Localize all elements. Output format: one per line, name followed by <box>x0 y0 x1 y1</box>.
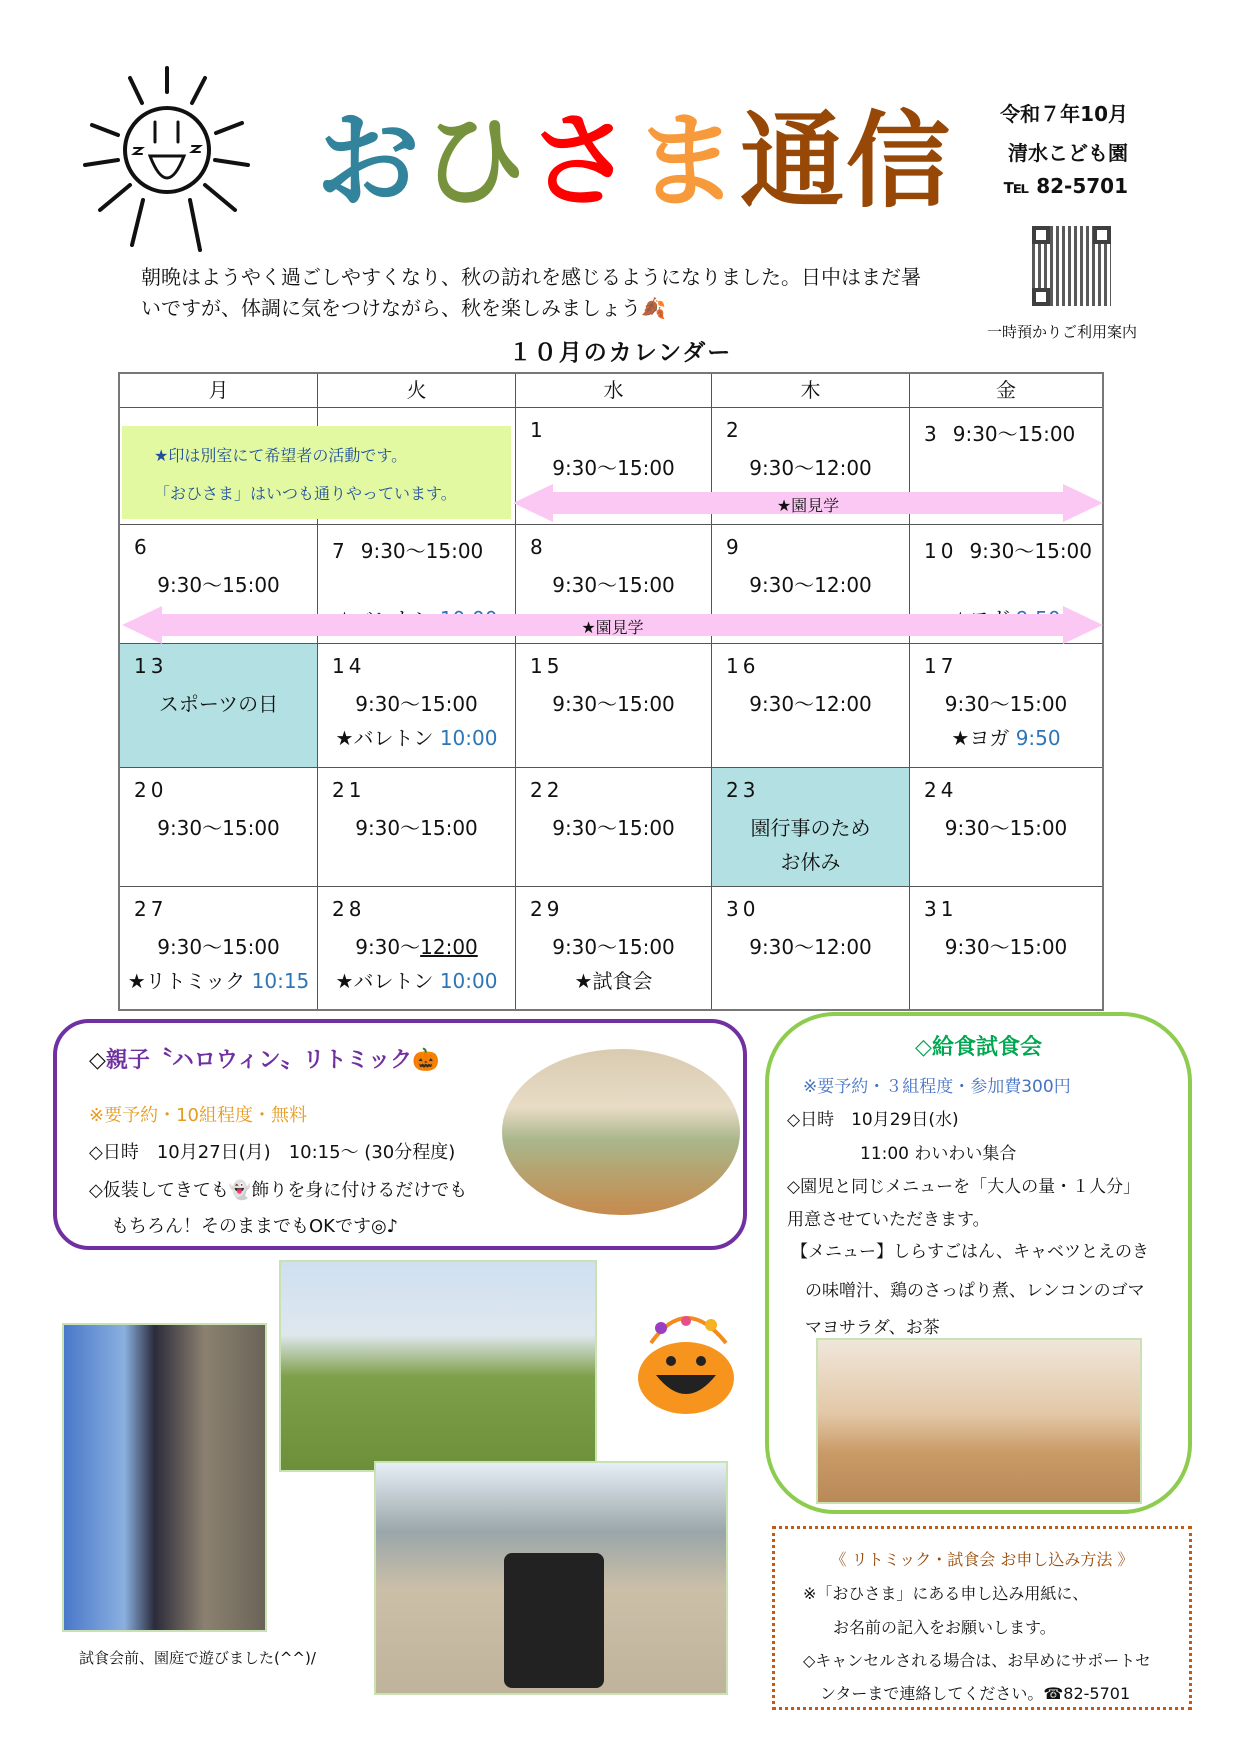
cell-line-label: 9:30〜12:00 <box>749 935 872 959</box>
day-number <box>924 778 957 802</box>
day-number <box>924 418 1075 447</box>
activity-time: 10:00 <box>439 969 498 993</box>
cell-line <box>318 965 515 994</box>
title-char: さ <box>528 100 635 222</box>
calendar-day-cell <box>909 887 1102 1009</box>
swing-photo <box>279 1260 597 1472</box>
day-number <box>134 535 151 559</box>
cell-line-label: ★リトミック <box>127 969 252 993</box>
calendar-day-cell <box>909 768 1102 886</box>
day-number <box>924 654 957 678</box>
cell-line <box>516 452 711 481</box>
halloween-title: ◇親子〝ハロウィン〟リトミック🎃 <box>89 1048 440 1073</box>
cell-line-label: 9:30〜15:00 <box>157 816 280 840</box>
day-number <box>924 535 1092 564</box>
cell-line-label: 9:30〜15:00 <box>552 456 675 480</box>
lunch-menu-2: の味噌汁、鶏のさっぱり煮、レンコンのゴマ <box>805 1281 1145 1301</box>
lunch-time: 11:00 わいわい集合 <box>860 1144 1017 1164</box>
sun-illustration <box>70 60 265 255</box>
day-number-text: 15 <box>530 654 564 678</box>
day-number <box>530 418 547 442</box>
day-number <box>530 535 547 559</box>
cell-line-label: 9:30〜12:00 <box>749 692 872 716</box>
day-number-text: 6 <box>134 535 151 559</box>
tour-arrow-week2 <box>122 606 1103 644</box>
intro-line-1: 朝晩はようやく過ごしやすくなり、秋の訪れを感じるようになりました。日中はまだ暑 <box>141 265 921 289</box>
day-number <box>332 778 365 802</box>
day-number-text: 7 <box>332 539 349 563</box>
cell-line <box>318 812 515 841</box>
newsletter-title <box>316 100 953 222</box>
cell-line <box>712 931 909 960</box>
cell-line-label: ★試食会 <box>574 969 653 993</box>
climbing-wall-photo <box>62 1323 267 1632</box>
cell-line <box>712 569 909 598</box>
howto-line-1: ※「おひさま」にある申し込み用紙に、 <box>803 1584 1089 1603</box>
cell-line <box>516 931 711 960</box>
cell-line-label: 園行事のため <box>750 816 871 840</box>
lunch-menu-3: マヨサラダ、お茶 <box>805 1318 940 1338</box>
cell-line-label: 9:30〜15:00 <box>157 573 280 597</box>
cell-line <box>910 931 1102 960</box>
day-number <box>530 897 563 921</box>
stroller-photo <box>374 1461 728 1695</box>
photo-caption: 試食会前、園庭で遊びました(^^)/ <box>79 1649 316 1667</box>
application-method-box <box>772 1526 1192 1710</box>
qr-caption: 一時預かりご利用案内 <box>987 323 1138 341</box>
halloween-note-1: ◇仮装してきても👻飾りを身に付けるだけでも <box>89 1180 468 1201</box>
cell-line-label: 9:30〜15:00 <box>552 816 675 840</box>
day-number-text: 21 <box>332 778 366 802</box>
hours-text: 9:30〜15:00 <box>952 422 1076 446</box>
cell-line <box>712 688 909 717</box>
hours-text: 9:30〜15:00 <box>969 539 1093 563</box>
day-number <box>134 897 167 921</box>
cell-line-label: 9:30〜12:00 <box>749 573 872 597</box>
day-number-text: 16 <box>726 654 760 678</box>
day-number <box>332 535 483 564</box>
day-number <box>530 654 563 678</box>
day-number <box>726 897 759 921</box>
howto-title: 《 リトミック・試食会 お申し込み方法 》 <box>830 1550 1134 1569</box>
day-number-text: 20 <box>134 778 168 802</box>
tour-label: ★園見学 <box>776 496 840 515</box>
calendar-day-cell <box>317 887 515 1009</box>
howto-line-3: ◇キャンセルされる場合は、お早めにサポートセ <box>803 1651 1151 1670</box>
weekday-header-row <box>120 374 1102 407</box>
calendar-day-cell <box>909 644 1102 767</box>
title-char: お <box>316 100 423 222</box>
calendar-week-row <box>120 643 1102 767</box>
day-number-text: 2 <box>726 418 743 442</box>
cell-line-label: 9:30〜15:00 <box>944 692 1068 716</box>
calendar-day-cell <box>515 887 711 1009</box>
phone-number: ℡ 82-5701 <box>1003 174 1128 198</box>
cell-line <box>120 688 317 717</box>
calendar-week-row <box>120 767 1102 886</box>
day-number <box>134 654 167 678</box>
day-number <box>530 778 563 802</box>
day-number <box>924 897 957 921</box>
day-number <box>332 654 365 678</box>
cell-line <box>712 452 909 481</box>
day-number <box>726 535 743 559</box>
cell-line <box>120 931 317 960</box>
pumpkin-candy-icon <box>626 1303 745 1416</box>
day-number <box>726 418 743 442</box>
calendar-day-cell <box>711 768 909 886</box>
cell-line <box>318 931 515 960</box>
cell-line <box>120 965 317 994</box>
title-char: ま <box>634 100 741 222</box>
cell-line <box>120 812 317 841</box>
weekday-header: 金 <box>909 374 1102 407</box>
halloween-datetime: ◇日時 10月27日(月) 10:15～ (30分程度) <box>89 1142 456 1163</box>
howto-line-4: ンターまで連絡してください。☎82-5701 <box>820 1684 1131 1703</box>
cell-line-label: 9:30〜12:00 <box>749 456 872 480</box>
cell-line-label: 9:30〜15:00 <box>944 935 1068 959</box>
cell-line-label: 9:30〜15:00 <box>552 573 675 597</box>
hours-text: 9:30〜15:00 <box>360 539 484 563</box>
day-number-text: 9 <box>726 535 743 559</box>
day-number-text: 31 <box>924 897 958 921</box>
cell-line-label: お休み <box>780 850 841 874</box>
day-number <box>726 654 759 678</box>
title-char: ひ <box>422 100 529 222</box>
lunch-title: ◇給食試食会 <box>915 1035 1042 1060</box>
calendar-day-cell <box>317 768 515 886</box>
calendar-note <box>122 426 511 519</box>
day-number-text: 29 <box>530 897 564 921</box>
weekday-header: 月 <box>208 378 229 402</box>
day-number-text: 10 <box>924 539 958 563</box>
note-line-2: 「おひさま」はいつも通りやっています。 <box>154 484 457 503</box>
organization-name: 清水こども園 <box>1008 141 1128 165</box>
day-number-text: 28 <box>332 897 366 921</box>
calendar-day-cell <box>711 887 909 1009</box>
tour-arrow-week1 <box>513 484 1103 522</box>
calendar-week-row <box>120 886 1102 1009</box>
issue-date: 令和７年10月 <box>1000 102 1128 126</box>
weekday-header: 火 <box>317 374 515 407</box>
cell-line <box>318 722 515 751</box>
cell-line-label: 9:30〜15:00 <box>355 692 478 716</box>
day-number-text: 8 <box>530 535 547 559</box>
cell-line-label: ★バレトン <box>335 969 440 993</box>
note-line-1: ★印は別室にて希望者の活動です。 <box>154 446 408 465</box>
weekday-header: 水 <box>515 374 711 407</box>
cell-line-label: 9:30〜 <box>355 935 421 959</box>
day-number <box>332 897 365 921</box>
lunch-menu-1: 【メニュー】しらすごはん、キャベツとえのき <box>791 1242 1150 1262</box>
cell-line-label: 9:30〜15:00 <box>552 692 675 716</box>
day-number-text: 23 <box>726 778 760 802</box>
day-number <box>134 778 167 802</box>
lunch-datetime: ◇日時 10月29日(水) <box>787 1110 959 1130</box>
lunch-desc-2: 用意させていただきます。 <box>787 1210 990 1230</box>
calendar-day-cell <box>515 768 711 886</box>
day-number-text: 17 <box>924 654 958 678</box>
calendar-day-cell <box>120 887 317 1009</box>
day-number <box>726 778 759 802</box>
cell-line <box>910 688 1102 717</box>
day-number-text: 27 <box>134 897 168 921</box>
day-number-text: 24 <box>924 778 958 802</box>
cell-line <box>120 569 317 598</box>
howto-line-2: お名前の記入をお願いします。 <box>833 1618 1056 1637</box>
day-number-text: 14 <box>332 654 366 678</box>
calendar-day-cell <box>120 768 317 886</box>
cell-line-label: スポーツの日 <box>158 692 279 716</box>
lunch-conditions: ※要予約・３組程度・参加費300円 <box>803 1077 1071 1097</box>
weekday-header: 木 <box>711 374 909 407</box>
cell-line-label: ★ヨガ <box>951 726 1016 750</box>
activity-time: 9:50 <box>1015 726 1061 750</box>
halloween-conditions: ※要予約・10組程度・無料 <box>89 1105 307 1126</box>
cell-line <box>712 812 909 841</box>
activity-time: 10:15 <box>251 969 310 993</box>
calendar-title: １０月のカレンダー <box>508 340 733 366</box>
calendar-day-cell <box>120 644 317 767</box>
qr-code[interactable] <box>1032 226 1111 306</box>
cell-line <box>516 812 711 841</box>
day-number-text: 1 <box>530 418 547 442</box>
cell-line <box>516 965 711 994</box>
rhythmic-class-photo <box>502 1049 740 1215</box>
halloween-note-2: もちろん！そのままでもOKです◎♪ <box>111 1216 399 1237</box>
day-number-text: 22 <box>530 778 564 802</box>
cell-line-label: 9:30〜15:00 <box>944 816 1068 840</box>
cell-line <box>910 812 1102 841</box>
calendar-day-cell <box>515 644 711 767</box>
cell-line <box>318 688 515 717</box>
cell-line-label: 9:30〜15:00 <box>355 816 478 840</box>
cell-line <box>516 688 711 717</box>
cell-line-label: ★バレトン <box>335 726 440 750</box>
cell-line <box>516 569 711 598</box>
calendar-day-cell <box>317 644 515 767</box>
tour-label: ★園見学 <box>581 618 644 637</box>
calendar-day-cell <box>711 644 909 767</box>
lunch-desc-1: ◇園児と同じメニューを「大人の量・１人分」 <box>787 1177 1141 1197</box>
activity-time: 10:00 <box>439 726 498 750</box>
day-number-text: 3 <box>924 422 941 446</box>
day-number-text: 30 <box>726 897 760 921</box>
cell-line-label: 9:30〜15:00 <box>157 935 280 959</box>
halloween-rhythmic-box <box>53 1019 747 1250</box>
lunch-tasting-photo <box>816 1338 1142 1504</box>
cell-line <box>712 846 909 875</box>
cell-line-underlined: 12:00 <box>420 935 478 959</box>
intro-line-2: いですが、体調に気をつけながら、秋を楽しみましょう🍂 <box>141 296 666 320</box>
cell-line <box>910 722 1102 751</box>
title-char: 通信 <box>740 100 953 222</box>
day-number-text: 13 <box>134 654 168 678</box>
cell-line-label: 9:30〜15:00 <box>552 935 675 959</box>
